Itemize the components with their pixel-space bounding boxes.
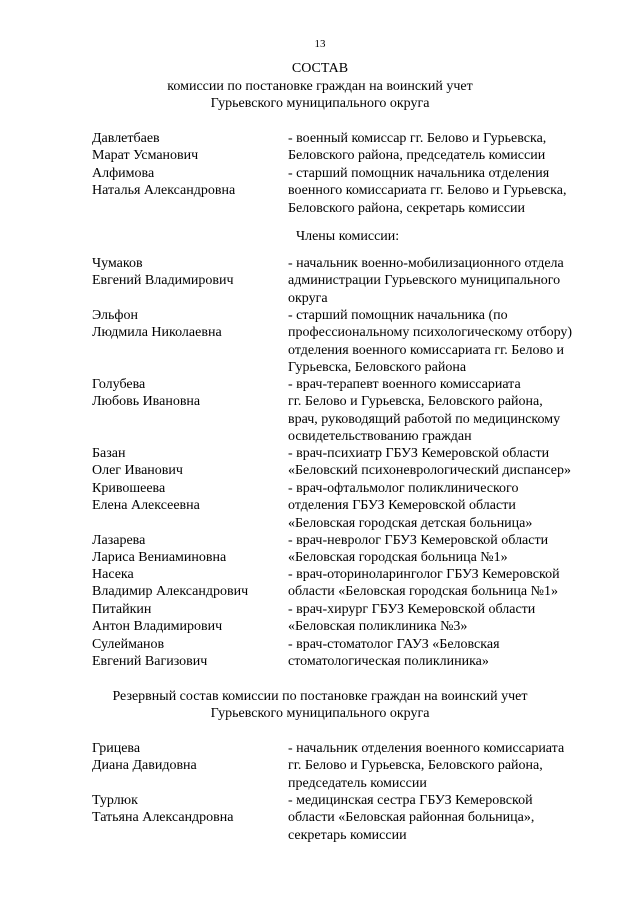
member-role: - врач-терапевт военного комиссариата гг. Белово и Гурьевска, Беловского района, врач, руководящий работой по медицинскому освидетельствованию граждан	[288, 377, 561, 444]
page-number: 13	[314, 38, 326, 50]
member-role: - врач-офтальмолог поликлинического отделения ГБУЗ Кемеровской области «Беловская городская детская больница»	[288, 481, 533, 531]
member-name: Турлюк Татьяна Александровна	[92, 793, 234, 826]
document-subtitle-line2: Гурьевского муниципального округа	[210, 96, 430, 111]
member-name: Давлетбаев Марат Усманович	[92, 131, 199, 164]
member-role: - старший помощник начальника отделения военного комиссариата гг. Белово и Гурьевска, Беловского района, секретарь комиссии	[288, 166, 567, 216]
member-name: Грицева Диана Давидовна	[92, 741, 197, 774]
member-name: Базан Олег Иванович	[92, 446, 183, 479]
member-role: - врач-оториноларинголог ГБУЗ Кемеровской области «Беловская городская больница №1»	[288, 567, 560, 600]
member-role: - врач-стоматолог ГАУЗ «Беловская стоматологическая поликлиника»	[288, 637, 500, 670]
member-role: - начальник отделения военного комиссариата гг. Белово и Гурьевска, Беловского района, председатель комиссии	[288, 741, 565, 791]
member-name: Голубева Любовь Ивановна	[92, 377, 201, 410]
member-name: Эльфон Людмила Николаевна	[92, 308, 222, 341]
member-role: - врач-невролог ГБУЗ Кемеровской области «Беловская городская больница №1»	[288, 533, 549, 566]
member-role: - врач-психиатр ГБУЗ Кемеровской области «Беловский психоневрологический диспансер»	[288, 446, 572, 479]
member-role: - врач-хирург ГБУЗ Кемеровской области «Беловская поликлиника №3»	[288, 602, 536, 635]
member-name: Сулейманов Евгений Вагизович	[92, 637, 208, 670]
member-role: - начальник военно-мобилизационного отдела администрации Гурьевского муниципального округа	[288, 256, 564, 306]
member-name: Лазарева Лариса Вениаминовна	[92, 533, 227, 566]
member-role: - медицинская сестра ГБУЗ Кемеровской области «Беловская районная больница», секретарь комиссии	[288, 793, 535, 843]
document-title: СОСТАВ	[291, 61, 349, 76]
member-name: Чумаков Евгений Владимирович	[92, 256, 234, 289]
members-heading: Члены комиссии:	[296, 229, 400, 244]
member-name: Алфимова Наталья Александровна	[92, 166, 236, 199]
member-name: Кривошеева Елена Алексеевна	[92, 481, 200, 514]
member-name: Питайкин Антон Владимирович	[92, 602, 223, 635]
reserve-section-subtitle: Гурьевского муниципального округа	[210, 706, 430, 721]
reserve-section-title: Резервный состав комиссии по постановке граждан на воинский учет	[112, 689, 528, 704]
document-subtitle-line1: комиссии по постановке граждан на воинский учет	[167, 79, 473, 94]
member-role: - старший помощник начальника (по профессиональному психологическому отбору) отделения военного комиссариата гг. Белово и Гурьевска, Беловского района	[288, 308, 573, 375]
member-name: Насека Владимир Александрович	[92, 567, 249, 600]
member-role: - военный комиссар гг. Белово и Гурьевска, Беловского района, председатель комиссии	[288, 131, 547, 164]
